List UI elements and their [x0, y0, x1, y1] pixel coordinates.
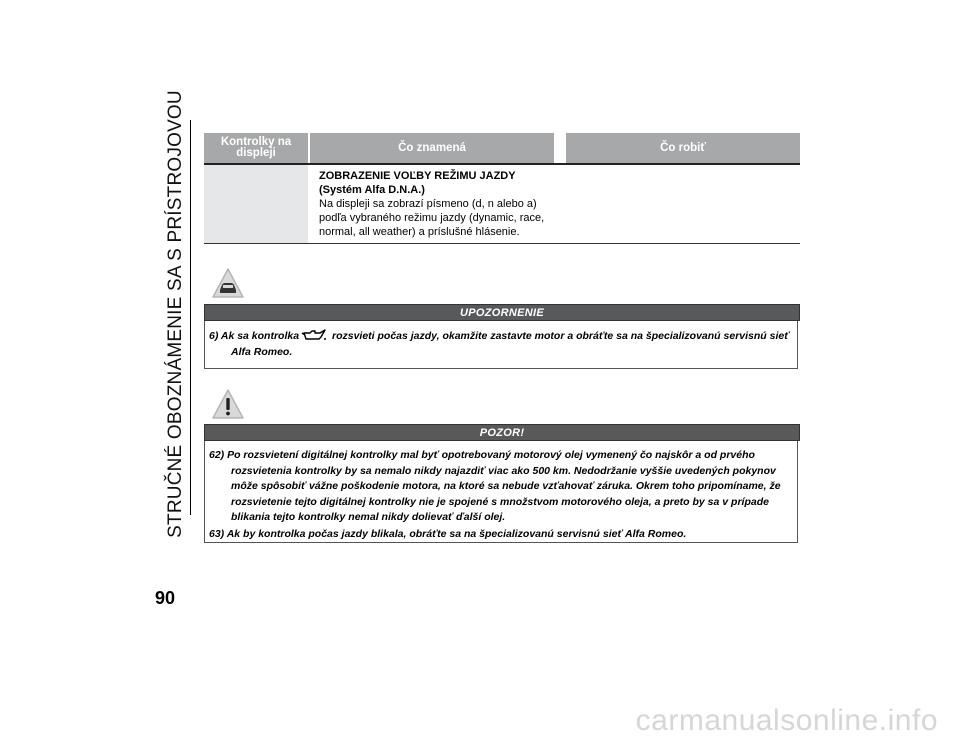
upozornenie-item: 6) Ak sa kontrolka rozsvieti počas jazdy, okamžite zastavte motor a obráťte sa na špecializovanú servisnú sieť Alfa Romeo. — [209, 330, 790, 358]
exclamation-warning-triangle-icon — [211, 387, 245, 421]
oil-can-icon — [301, 328, 327, 341]
row-line-1: Na displeji sa zobrazí písmeno (d, n alebo a) — [319, 198, 537, 210]
indicator-cell — [204, 165, 308, 243]
watermark: carmanualsonline.info — [635, 704, 938, 737]
upozornenie-banner: UPOZORNENIE — [204, 304, 800, 321]
row-title: ZOBRAZENIE VOĽBY REŽIMU JAZDY — [319, 170, 516, 182]
row-rule — [204, 243, 800, 244]
pozor-item-62: 62) Po rozsvietení digitálnej kontrolky mal byť opotrebovaný motorový olej vymenený čo najskôr a od prvého rozsvietenia kontrolky by sa nemalo nikdy najazdiť viac ako 500 km. Nedodržanie vyššie uvedených pokynov môže spôsobiť vážne poškodenie motora, na ktoré sa nebude vzťahovať záruka. Okrem toho pripomíname, že rozsvietenie tejto digitálnej kontrolky nie je spojené s množstvom motorového oleja, a preto by sa v prípade blikania tejto kontrolky nemal nikdy dolievať ďalší olej. — [209, 449, 781, 523]
pozor-banner: POZOR! — [204, 424, 800, 441]
pozor-item-63: 63) Ak by kontrolka počas jazdy blikala, obráťte sa na špecializovanú servisnú sieť Alfa Romeo. — [209, 527, 687, 540]
row-line-2: podľa vybraného režimu jazdy (dynamic, race, — [319, 212, 545, 224]
row-line-3: normal, all weather) a príslušné hlásenie. — [319, 226, 520, 238]
pozor-box — [204, 441, 798, 543]
table-header — [204, 133, 800, 163]
header-action: Čo robiť — [566, 133, 800, 163]
side-rule — [190, 120, 191, 515]
header-indicators: Kontrolky na displeji — [204, 133, 308, 163]
header-meaning: Čo znamená — [310, 133, 554, 163]
meaning-cell — [319, 169, 559, 239]
upozornenie-box — [204, 321, 798, 369]
row-subtitle: (Systém Alfa D.N.A.) — [319, 184, 425, 196]
car-warning-triangle-icon — [211, 266, 245, 300]
chapter-side-title: STRUČNÉ OBOZNÁMENIE SA S PRÍSTROJOVOU — [165, 90, 186, 538]
page-number: 90 — [154, 588, 176, 608]
